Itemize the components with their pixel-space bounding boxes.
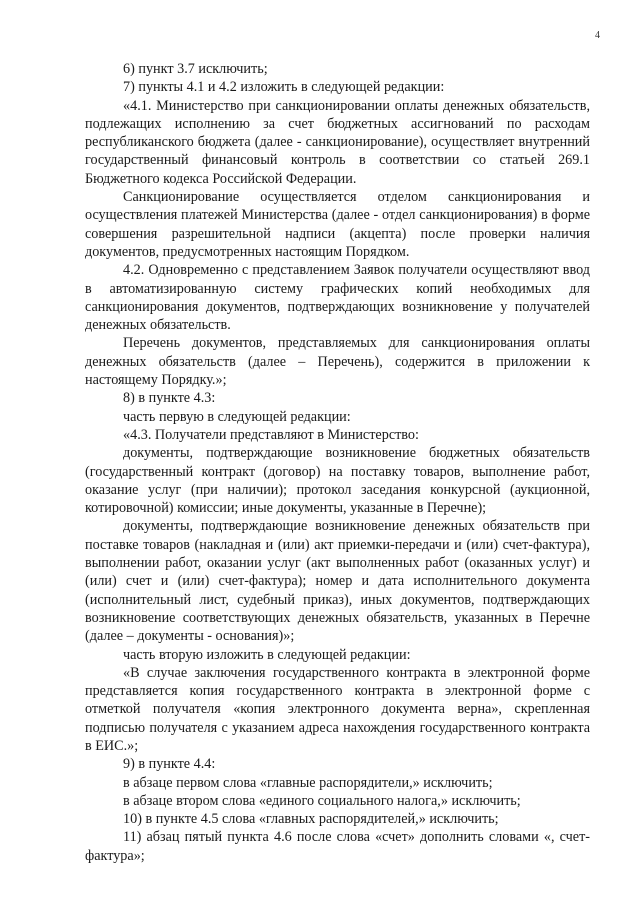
paragraph: документы, подтверждающие возникновение денежных обязательств при поставке товаров (накладная и (или) акт приемки-передачи и (или) счет-фактура), выполнении работ, оказании услуг (акт выполненных работ (оказанных услуг) и (или) счет и (или) счет-фактура); номер и дата исполнительного документа (исполнительный лист, судебный приказ), иных документов, подтверждающих возникновение соответствующих денежных обязательств, указанных в Перечне (далее – документы - основания)»; [85, 518, 590, 645]
paragraph: «4.3. Получатели представляют в Министерство: [123, 426, 419, 443]
paragraph: документы, подтверждающие возникновение бюджетных обязательств (государственный контракт (договор) на поставку товаров, выполнение работ, оказание услуг (при наличии); протокол заседания конкурсной (аукционной, котировочной) комиссии; иные документы, указанные в Перечне); [85, 445, 590, 517]
paragraph: «4.1. Министерство при санкционировании оплаты денежных обязательств, подлежащих исполнению за счет бюджетных ассигнований по расходам республиканского бюджета (далее - санкционирование), осуществляет внутренний государственный финансовый контроль в соответствии со статьей 269.1 Бюджетного кодекса Российской Федерации. [85, 97, 590, 187]
paragraph: часть первую в следующей редакции: [123, 408, 351, 425]
paragraph: 7) пункты 4.1 и 4.2 изложить в следующей редакции: [123, 79, 445, 96]
paragraph: Перечень документов, представляемых для санкционирования оплаты денежных обязательств (далее – Перечень), содержится в приложении к настоящему Порядку.»; [85, 335, 590, 389]
paragraph: «В случае заключения государственного контракта в электронной форме представляется копия государственного контракта в электронной форме с отметкой получателя «копия электронного документа верна», скрепленная подписью получателя с указанием адреса нахождения государственного контракта в ЕИС.»; [85, 664, 590, 754]
paragraph: Санкционирование осуществляется отделом санкционирования и осуществления платежей Министерства (далее - отдел санкционирования) в форме совершения разрешительной надписи (акцепта) после проверки наличия документов, предусмотренных настоящим Порядком. [85, 189, 590, 260]
paragraph: 6) пункт 3.7 исключить; [123, 61, 268, 77]
document-body [85, 60, 590, 865]
page-number: 4 [595, 30, 600, 41]
paragraph: часть вторую изложить в следующей редакции: [123, 646, 411, 663]
paragraph: в абзаце первом слова «главные распорядители,» исключить; [123, 774, 493, 791]
paragraph: 8) в пункте 4.3: [123, 390, 216, 407]
paragraph: 9) в пункте 4.4: [123, 756, 216, 773]
paragraph: в абзаце втором слова «единого социального налога,» исключить; [123, 792, 521, 809]
paragraph: 4.2. Одновременно с представлением Заявок получатели осуществляют ввод в автоматизированную систему графических копий необходимых для санкционирования документов, подтверждающих возникновение у получателей денежных обязательств. [85, 262, 590, 334]
paragraph: 10) в пункте 4.5 слова «главных распорядителей,» исключить; [123, 811, 499, 828]
paragraph: 11) абзац пятый пункта 4.6 после слова «счет» дополнить словами «, счет-фактура»; [85, 829, 590, 864]
